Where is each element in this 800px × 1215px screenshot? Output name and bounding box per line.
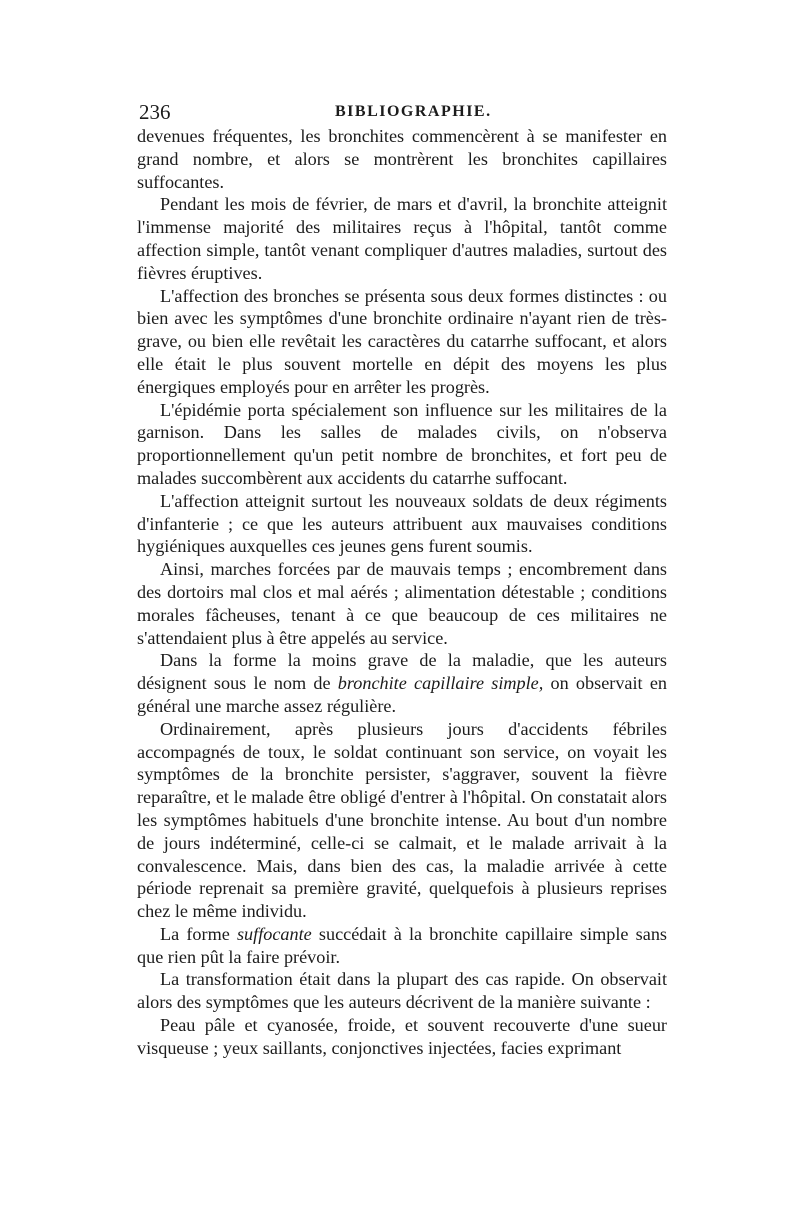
paragraph-7: [137, 649, 667, 717]
paragraph-11: Peau pâle et cyanosée, froide, et souvent recouverte d'une sueur visqueuse ; yeux saillants, conjonctives injectées, facies exprimant: [137, 1015, 667, 1058]
page-header: [137, 96, 667, 126]
book-page: [137, 96, 667, 1060]
paragraph-1: devenues fréquentes, les bronchites commencèrent à se manifester en grand nombre, et alors se montrèrent les bronchites capillaires suffocantes.: [137, 126, 667, 192]
paragraph-4: L'épidémie porta spécialement son influence sur les militaires de la garnison. Dans les salles de malades civils, on n'observa proportionnellement qu'un petit nombre de bronchites, et fort peu de malades succombèrent aux accidents du catarrhe suffocant.: [137, 399, 667, 488]
running-head: BIBLIOGRAPHIE.: [335, 103, 492, 120]
paragraph-5: L'affection atteignit surtout les nouveaux soldats de deux régiments d'infanterie ; ce que les auteurs attribuent aux mauvaises conditions hygiéniques auxquelles ces jeunes gens furent soumis.: [137, 490, 667, 557]
paragraph-7-start: Dans la forme la moins grave de la maladie, que les auteurs désignent sous le nom de: [137, 650, 667, 694]
paragraph-9-italic-term: suffocante: [236, 923, 312, 944]
paragraph-2: Pendant les mois de février, de mars et d'avril, la bronchite atteignit l'immense majorité des militaires reçus à l'hôpital, tantôt comme affection simple, tantôt venant compliquer d'autres maladies, surtout des fièvres éruptives.: [137, 194, 667, 283]
paragraph-8: Ordinairement, après plusieurs jours d'accidents fébriles accompagnés de toux, le soldat continuant son service, on voyait les symptômes de la bronchite persister, s'aggraver, souvent la fièvre reparaître, et le malade être obligé d'entrer à l'hôpital. On constatait alors les symptômes habituels d'une bronchite intense. Au bout d'un nombre de jours indéterminé, celle-ci se calmait, et le malade arrivait à la convalescence. Mais, dans bien des cas, la maladie arrivée à cette période reprenait sa première gravité, quelquefois à plusieurs reprises chez le même individu.: [137, 718, 667, 922]
paragraph-9: [137, 923, 667, 969]
paragraph-9-start: La forme: [160, 923, 237, 944]
paragraph-10: La transformation était dans la plupart des cas rapide. On observait alors des symptômes que les auteurs décrivent de la manière suivante :: [137, 969, 667, 1013]
page-number: 236: [139, 100, 171, 124]
paragraph-7-end: on observait en général une marche assez régulière.: [137, 673, 667, 716]
body-text: [137, 125, 667, 1060]
paragraph-3: L'affection des bronches se présenta sous deux formes distinctes : ou bien avec les symptômes d'une bronchite ordinaire n'ayant rien de très-grave, ou bien elle revêtait les caractères du catarrhe suffocant, et alors elle était le plus souvent mortelle en dépit des moyens les plus énergiques employés pour en arrêter les progrès.: [137, 285, 667, 397]
paragraph-7-italic-term: bronchite capillaire simple,: [337, 673, 544, 694]
paragraph-9-end: succédait à la bronchite capillaire simple sans que rien pût la faire prévoir.: [137, 923, 667, 967]
paragraph-6: Ainsi, marches forcées par de mauvais temps ; encombrement dans des dortoirs mal clos et mal aérés ; alimentation détestable ; conditions morales fâcheuses, tenant à ce que beaucoup de ces militaires ne s'attendaient plus à être appelés au service.: [137, 559, 667, 648]
